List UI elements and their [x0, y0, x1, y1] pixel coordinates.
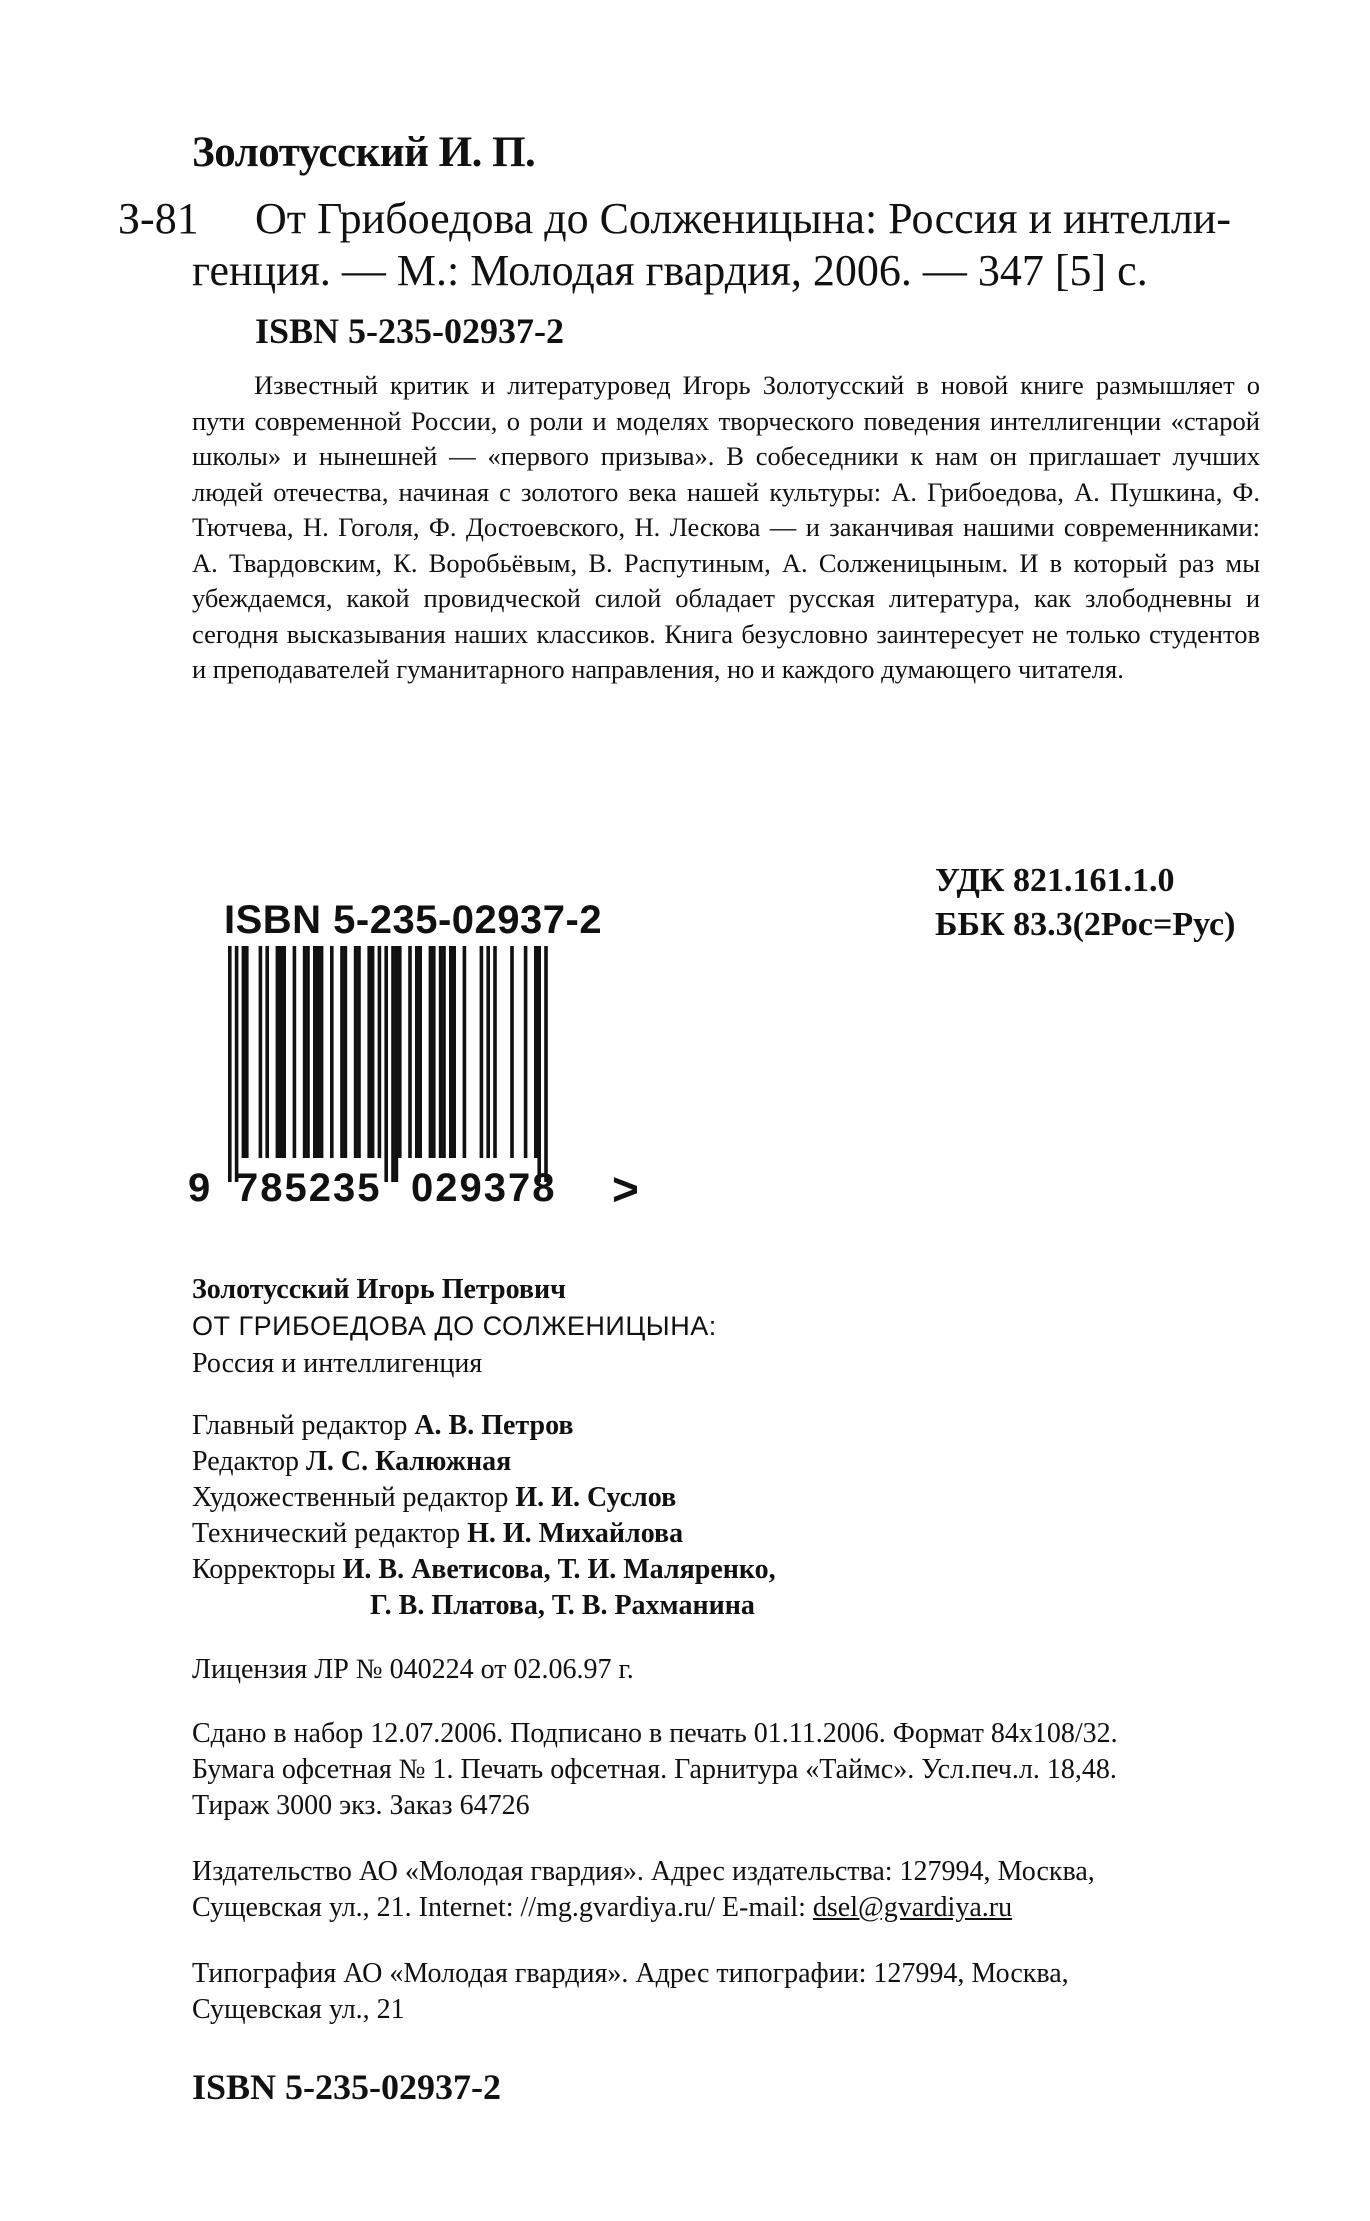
- barcode-bar: [384, 946, 388, 1182]
- barcode-bars: [228, 946, 613, 1182]
- staff-proofreaders-continued: Г. В. Платова, Т. В. Рахманина: [370, 1590, 755, 1621]
- printer-line-2: Сущевская ул., 21: [192, 1994, 405, 2025]
- barcode-bar: [293, 946, 297, 1158]
- barcode-bar: [344, 946, 348, 1158]
- barcode-bar: [432, 946, 436, 1158]
- barcode-bar: [378, 946, 382, 1158]
- barcode-bar: [228, 946, 232, 1182]
- imprint-subtitle: Россия и интеллигенция: [192, 1348, 483, 1379]
- staff-person: А. В. Петров: [414, 1410, 574, 1441]
- staff-role-label: Главный редактор: [192, 1410, 415, 1441]
- barcode-bar: [282, 946, 286, 1158]
- barcode-bar: [524, 946, 528, 1158]
- publisher-line-2: [192, 1892, 1012, 1924]
- barcode-bar: [354, 946, 358, 1158]
- staff-person: Н. И. Михайлова: [467, 1518, 684, 1549]
- barcode-bar: [510, 946, 514, 1158]
- staff-art-editor: [192, 1482, 676, 1514]
- bibliographic-title-line-1: От Грибоедова до Солженицына: Россия и интелли-: [255, 194, 1231, 243]
- barcode-bar: [316, 946, 320, 1158]
- staff-role-label: Художественный редактор: [192, 1482, 516, 1513]
- barcode-bar: [279, 946, 283, 1158]
- barcode-bar: [449, 946, 453, 1158]
- isbn-top: ISBN 5-235-02937-2: [255, 311, 565, 351]
- barcode-digit-first: 9: [188, 1166, 211, 1210]
- barcode-bar: [429, 946, 433, 1158]
- staff-tech-editor: [192, 1518, 683, 1550]
- catalog-code: З-81: [118, 194, 199, 243]
- imprint-title: ОТ ГРИБОЕДОВА ДО СОЛЖЕНИЦЫНА:: [192, 1311, 717, 1341]
- barcode-bar: [357, 946, 361, 1158]
- staff-chief-editor: [192, 1410, 574, 1442]
- printer-line-1: Типография АО «Молодая гвардия». Адрес типографии: 127994, Москва,: [192, 1958, 1069, 1989]
- staff-person: Л. С. Калюжная: [306, 1446, 512, 1477]
- barcode-bar: [371, 946, 375, 1158]
- barcode-bar: [265, 946, 269, 1158]
- publisher-line-1: Издательство АО «Молодая гвардия». Адрес издательства: 127994, Москва,: [192, 1856, 1095, 1887]
- barcode-bar: [306, 946, 310, 1158]
- staff-role-label: Редактор: [192, 1446, 307, 1477]
- publisher-address: Сущевская ул., 21. Internet: //mg.gvardiya.ru/ E-mail:: [192, 1892, 813, 1923]
- barcode-bar: [493, 946, 497, 1158]
- barcode-digit-group-1: 785235: [236, 1166, 382, 1210]
- barcode-bar: [303, 946, 307, 1158]
- barcode-bar: [395, 946, 399, 1182]
- barcode-bar: [486, 946, 490, 1158]
- udk-code: УДК 821.161.1.0: [935, 862, 1175, 899]
- barcode-bar: [480, 946, 484, 1158]
- annotation-paragraph: Известный критик и литературовед Игорь Золотусский в новой книге размышляет о пути современной России, о роли и моделях творческого поведения интеллигенции «старой школы» и нынешней — «первого призыва». В собеседники к нам он приглашает лучших людей отечества, начиная с золотого века нашей культуры: А. Грибоедова, А. Пушкина, Ф. Тютчева, Н. Гоголя, Ф. Достоевского, Н. Лескова — и заканчивая нашими современниками: А. Твардовским, К. Воробьёвым, В. Распутиным, А. Солженицыным. И в который раз мы убеждаемся, какой провидческой силой обладает русская литература, как злободневны и сегодня высказывания наших классиков. Книга безусловно заинтересует не только студентов и преподавателей гуманитарного направления, но и каждого думающего читателя.: [192, 370, 1260, 684]
- barcode-bar: [537, 946, 541, 1182]
- barcode-bar: [367, 946, 371, 1158]
- print-info-line-1: Сдано в набор 12.07.2006. Подписано в печать 01.11.2006. Формат 84х108/32.: [192, 1718, 1118, 1749]
- staff-proofreaders: [192, 1554, 776, 1586]
- barcode-bar: [415, 946, 419, 1158]
- barcode-quiet-zone-arrow: >: [612, 1163, 639, 1215]
- author-heading: Золотусский И. П.: [192, 129, 536, 176]
- bibliographic-title-line-2: генция. — М.: Молодая гвардия, 2006. — 347 [5] с.: [192, 246, 1148, 295]
- print-info-line-2: Бумага офсетная № 1. Печать офсетная. Гарнитура «Таймс». Усл.печ.л. 18,48.: [192, 1754, 1117, 1785]
- barcode-bar: [544, 946, 548, 1182]
- bbk-code: ББК 83.3(2Рос=Рус): [935, 906, 1236, 943]
- barcode-bar: [245, 946, 249, 1158]
- staff-editor: [192, 1446, 511, 1478]
- barcode-bar: [340, 946, 344, 1158]
- print-info-line-3: Тираж 3000 экз. Заказ 64726: [192, 1790, 530, 1821]
- staff-person: И. И. Суслов: [515, 1482, 677, 1513]
- barcode-bar: [320, 946, 324, 1158]
- barcode-bar: [442, 946, 446, 1158]
- barcode-isbn-label: ISBN 5-235-02937-2: [224, 898, 603, 942]
- barcode-bar: [391, 946, 395, 1182]
- barcode-bar: [418, 946, 422, 1158]
- staff-role-label: Технический редактор: [192, 1518, 468, 1549]
- barcode-bar: [452, 946, 456, 1158]
- barcode-bar: [463, 946, 467, 1158]
- imprint-author: Золотусский Игорь Петрович: [192, 1274, 566, 1305]
- isbn-bottom: ISBN 5-235-02937-2: [192, 2067, 502, 2107]
- barcode-digit-group-2: 029378: [411, 1166, 557, 1210]
- barcode-bar: [330, 946, 334, 1158]
- barcode-bar: [242, 946, 246, 1158]
- barcode-bar: [534, 946, 538, 1158]
- barcode-bar: [313, 946, 317, 1158]
- barcode-bar: [398, 946, 402, 1158]
- publisher-email-link[interactable]: dsel@gvardiya.ru: [812, 1892, 1013, 1923]
- barcode-bar: [408, 946, 412, 1158]
- barcode-bar: [439, 946, 443, 1158]
- barcode-bar: [235, 946, 239, 1182]
- barcode-bar: [276, 946, 280, 1158]
- barcode-bar: [259, 946, 263, 1158]
- staff-person: И. В. Аветисова, Т. И. Маляренко,: [342, 1554, 776, 1585]
- license-line: Лицензия ЛР № 040224 от 02.06.97 г.: [192, 1654, 634, 1685]
- staff-role-label: Корректоры: [192, 1554, 343, 1585]
